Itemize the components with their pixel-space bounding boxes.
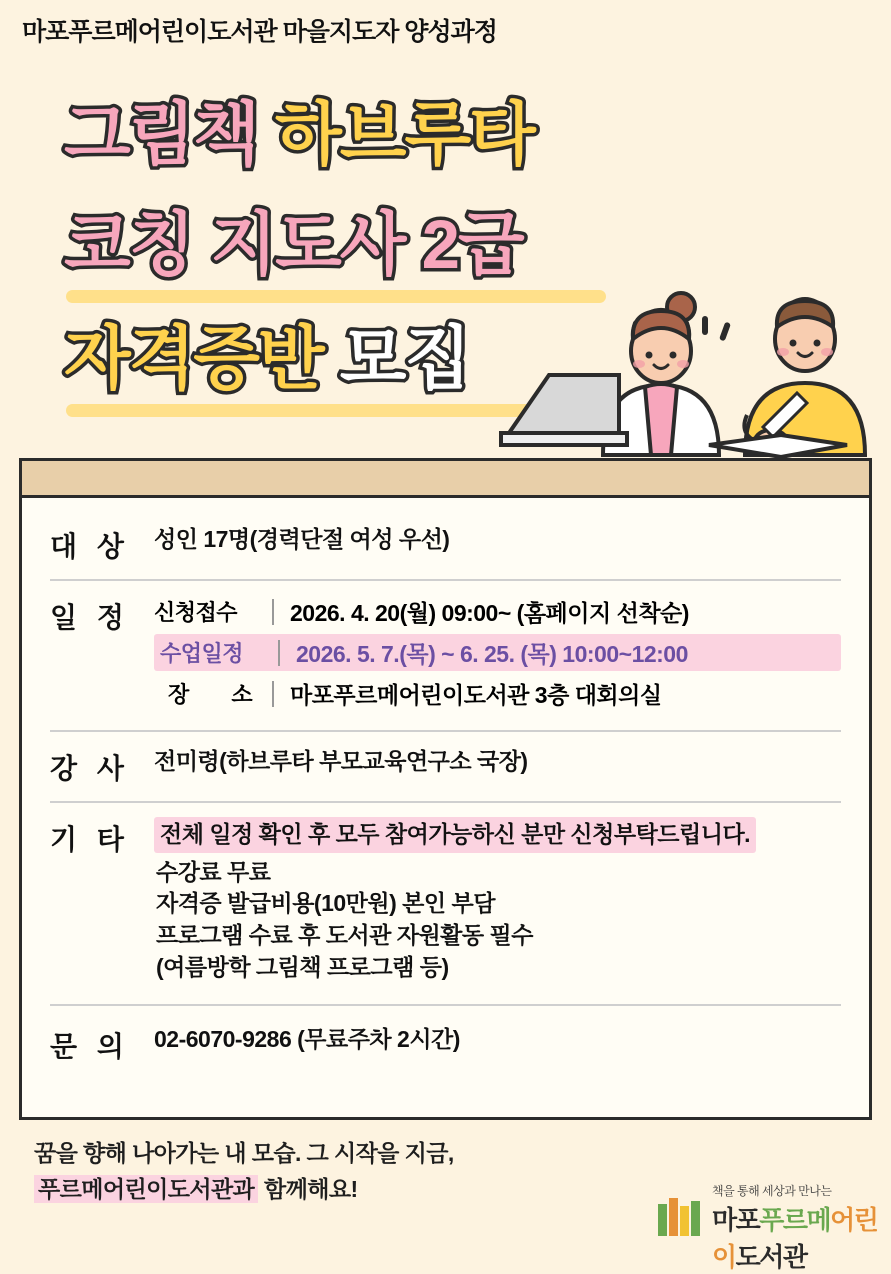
library-logo bbox=[650, 1182, 880, 1272]
schedule-location bbox=[154, 677, 841, 710]
label-contact: 문 의 bbox=[50, 1030, 130, 1062]
row-target bbox=[50, 524, 841, 575]
row-etc bbox=[50, 817, 841, 994]
schedule-application bbox=[154, 595, 841, 628]
schedule-class-value: 2026. 5. 7.(목) ~ 6. 25. (목) 10:00~12:00 bbox=[296, 641, 688, 667]
schedule-location-value: 마포푸르메어린이도서관 3층 대회의실 bbox=[290, 682, 662, 708]
footer-line-1: 꿈을 향해 나아가는 내 모습. 그 시작을 지금, bbox=[34, 1140, 454, 1166]
row-instructor bbox=[50, 746, 841, 797]
row-contact bbox=[50, 1020, 841, 1075]
hero-word-certificate-class: 자격증반 bbox=[64, 320, 323, 397]
label-instructor: 강 사 bbox=[50, 753, 130, 784]
card-body bbox=[22, 498, 869, 1085]
info-card bbox=[19, 458, 872, 1120]
footer-slogan bbox=[34, 1136, 454, 1207]
divider-vertical-1 bbox=[272, 599, 274, 625]
etc-line-1: 수강료 무료 bbox=[156, 858, 271, 885]
hero-word-picturebook: 그림책 bbox=[64, 96, 258, 173]
schedule-class bbox=[154, 634, 841, 671]
hero-line-2 bbox=[64, 206, 523, 283]
divider-vertical-3 bbox=[272, 681, 274, 707]
divider-1 bbox=[50, 579, 841, 581]
hero-line-1 bbox=[64, 96, 534, 173]
footer-line-2 bbox=[34, 1172, 454, 1208]
footer-line-2-highlight: 푸르메어린이도서관과 bbox=[34, 1175, 258, 1203]
logo-tagline: 책을 통해 세상과 만나는 bbox=[712, 1184, 832, 1198]
card-header-bar bbox=[22, 461, 869, 498]
logo-name-part3: 어린이 bbox=[712, 1205, 878, 1272]
etc-line-3: 프로그램 수료 후 도서관 자원활동 필수 bbox=[156, 922, 533, 949]
page-title: 마포푸르메어린이도서관 마을지도자 양성과정 bbox=[22, 18, 497, 46]
footer-line-2-rest: 함께해요! bbox=[258, 1175, 358, 1202]
label-schedule: 일 정 bbox=[50, 602, 130, 633]
book-stack-icon bbox=[656, 1194, 704, 1238]
logo-name-part2: 푸르메 bbox=[759, 1205, 831, 1235]
label-etc: 기 타 bbox=[50, 824, 130, 855]
value-etc bbox=[154, 817, 756, 984]
divider-vertical-2 bbox=[278, 640, 280, 666]
logo-name bbox=[712, 1200, 880, 1274]
value-contact: 02-6070-9286 (무료주차 2시간) bbox=[154, 1025, 460, 1052]
schedule-application-key: 신청접수 bbox=[154, 600, 238, 625]
divider-4 bbox=[50, 1004, 841, 1006]
schedule-application-value: 2026. 4. 20(월) 09:00~ (홈페이지 선착순) bbox=[290, 600, 689, 626]
schedule-location-key: 장 소 bbox=[168, 682, 271, 707]
etc-line-2: 자격증 발급비용(10만원) 본인 부담 bbox=[156, 890, 495, 917]
divider-2 bbox=[50, 730, 841, 732]
row-schedule bbox=[50, 595, 841, 726]
hero-word-coaching-level2: 코칭 지도사 2급 bbox=[64, 206, 523, 283]
hero-line-3 bbox=[64, 320, 470, 397]
logo-name-part1: 마포 bbox=[712, 1205, 760, 1235]
schedule-class-key: 수업일정 bbox=[160, 641, 244, 666]
etc-highlight-note: 전체 일정 확인 후 모두 참여가능하신 분만 신청부탁드립니다. bbox=[154, 817, 756, 853]
illustration-two-people-studying bbox=[495, 255, 885, 465]
hero-word-recruit: 모집 bbox=[339, 320, 470, 397]
logo-name-part4: 도서관 bbox=[735, 1242, 807, 1272]
value-instructor: 전미령(하브루타 부모교육연구소 국장) bbox=[154, 748, 528, 774]
etc-line-4: (여름방학 그림책 프로그램 등) bbox=[156, 953, 449, 980]
label-target: 대 상 bbox=[50, 531, 130, 562]
hero-word-havruta: 하브루타 bbox=[275, 96, 534, 173]
value-target: 성인 17명(경력단절 여성 우선) bbox=[154, 526, 450, 552]
divider-3 bbox=[50, 801, 841, 803]
